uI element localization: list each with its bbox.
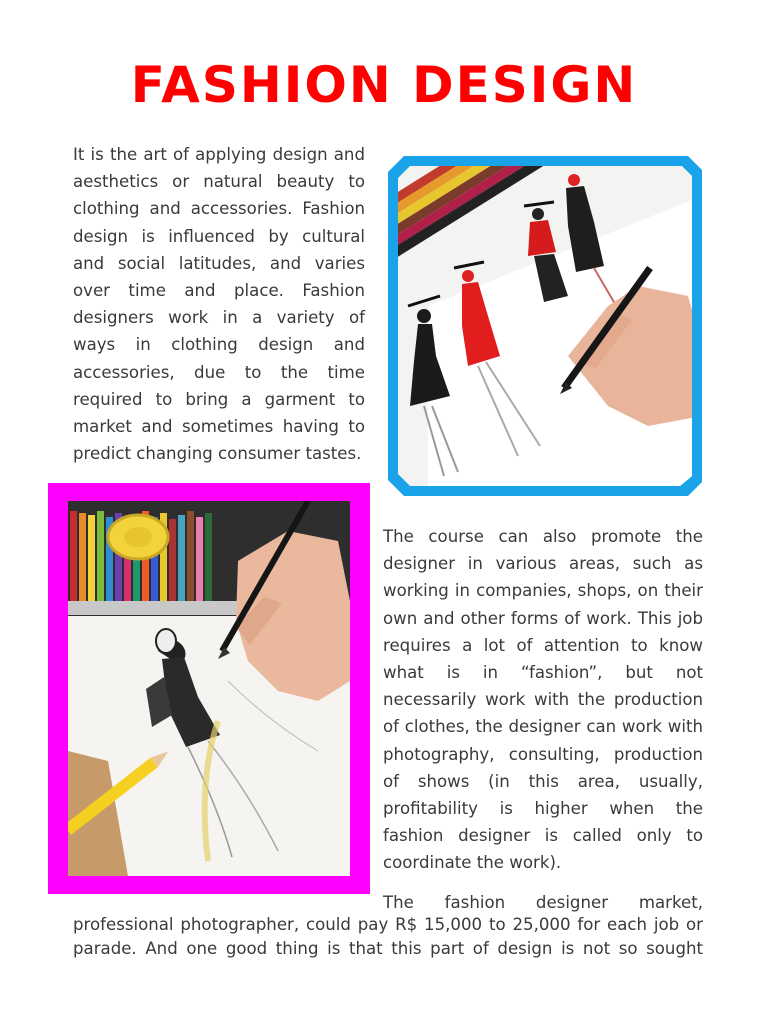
fashion-sketches-photo — [388, 156, 702, 496]
intro-paragraph: It is the art of applying design and aesthetics or natural beauty to clothing and accessories. Fashion design is influenced by cultural and social latitudes, and varies over time and place. Fashion designers work in a variety of ways in clothing design and accessories, due to the time required to bring a garment to market and sometimes having to predict changing consumer tastes. — [73, 145, 365, 464]
course-paragraph: The course can also promote the designer in various areas, such as working in companies, shops, on their own and other forms of work. This job requires a lot of attention to know what is in “fashion”, but not necessarily work with the production of clothes, the designer can work with photography, consulting, production of shows (in this area, usually, profitability is higher when the fashion designer is called only to coordinate the work). — [383, 527, 703, 873]
page-title: FASHION DESIGN — [130, 56, 638, 114]
market-paragraph-first-line: The fashion designer market, — [383, 893, 703, 912]
drawing-hand-photo — [48, 483, 370, 894]
market-paragraph-continued: professional photographer, could pay R$ 15,000 to 25,000 for each job or parade. And one good thing is that this part of design is not so sought — [73, 915, 703, 958]
